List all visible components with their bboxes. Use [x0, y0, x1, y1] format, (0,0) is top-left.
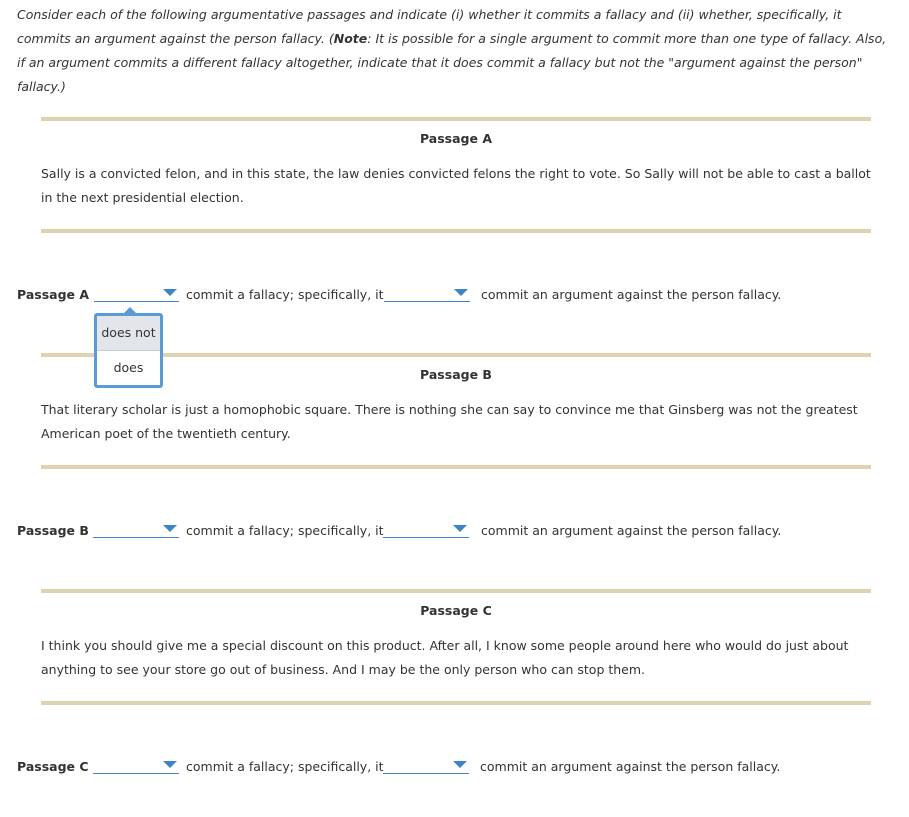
option-does[interactable]: does	[113, 360, 144, 375]
instructions	[17, 3, 897, 99]
passage-a-text: Sally is a convicted felon, and in this state, the law denies convicted felons the right to vote. So Sally will not be able to cast a ballot in the next presidential election.	[41, 166, 871, 205]
chevron-down-icon	[163, 761, 177, 768]
passage-a-fallacy-dropdown[interactable]	[94, 283, 179, 302]
question-a-label: Passage A	[17, 287, 90, 302]
question-b-label: Passage B	[17, 523, 89, 538]
question-a-end-text: commit an argument against the person fallacy.	[481, 287, 782, 302]
chevron-down-icon	[454, 289, 468, 296]
option-does-not[interactable]: does not	[97, 316, 160, 351]
passage-a-bottom-rule	[41, 229, 871, 233]
chevron-down-icon	[163, 289, 177, 296]
question-b-mid-text: commit a fallacy; specifically, it	[186, 523, 384, 538]
question-row-a	[17, 283, 897, 307]
passage-a-ad-hominem-dropdown[interactable]	[384, 283, 470, 302]
question-b-end-text: commit an argument against the person fallacy.	[481, 523, 782, 538]
passage-b-bottom-rule	[41, 465, 871, 469]
chevron-down-icon	[453, 761, 467, 768]
note-label: Note	[333, 31, 368, 46]
passage-c-fallacy-dropdown[interactable]	[93, 755, 179, 774]
passage-b-fallacy-dropdown[interactable]	[93, 519, 179, 538]
passage-c-bottom-rule	[41, 701, 871, 705]
question-row-c	[17, 755, 897, 779]
instructions-part1: Consider each of the following argumentative passages and indicate (i) whether it commits a fallacy and (ii) whether, specifically, it commits an argument against the person fallacy. (	[17, 7, 842, 46]
chevron-down-icon	[163, 525, 177, 532]
passage-c-top-rule	[41, 589, 871, 593]
passage-a-top-rule	[41, 117, 871, 121]
question-a-mid-text: commit a fallacy; specifically, it	[186, 287, 384, 302]
question-c-label: Passage C	[17, 759, 89, 774]
dropdown-options-popup	[94, 313, 163, 388]
question-row-b	[17, 519, 897, 543]
passage-c-text: I think you should give me a special discount on this product. After all, I know some people around here who would do just about anything to see your store go out of business. And I may be the only person who can stop them.	[41, 638, 849, 677]
instructions-part2: : It is possible for a single argument to commit more than one type of fallacy. Also, if an argument commits a different fallacy altogether, indicate that it does commit a fallacy but not the "argument against the person" fallacy.)	[17, 31, 887, 94]
popup-pointer	[124, 307, 136, 313]
passage-b-top-rule	[41, 353, 871, 357]
passage-b-ad-hominem-dropdown[interactable]	[383, 519, 469, 538]
passage-a-title: Passage A	[419, 131, 493, 146]
passage-b-text: That literary scholar is just a homophobic square. There is nothing she can say to convince me that Ginsberg was not the greatest American poet of the twentieth century.	[41, 402, 858, 441]
passage-c-ad-hominem-dropdown[interactable]	[383, 755, 469, 774]
question-c-mid-text: commit a fallacy; specifically, it	[186, 759, 384, 774]
passage-c-title: Passage C	[420, 603, 492, 618]
passage-b-title: Passage B	[420, 367, 492, 382]
question-c-end-text: commit an argument against the person fallacy.	[480, 759, 781, 774]
chevron-down-icon	[453, 525, 467, 532]
